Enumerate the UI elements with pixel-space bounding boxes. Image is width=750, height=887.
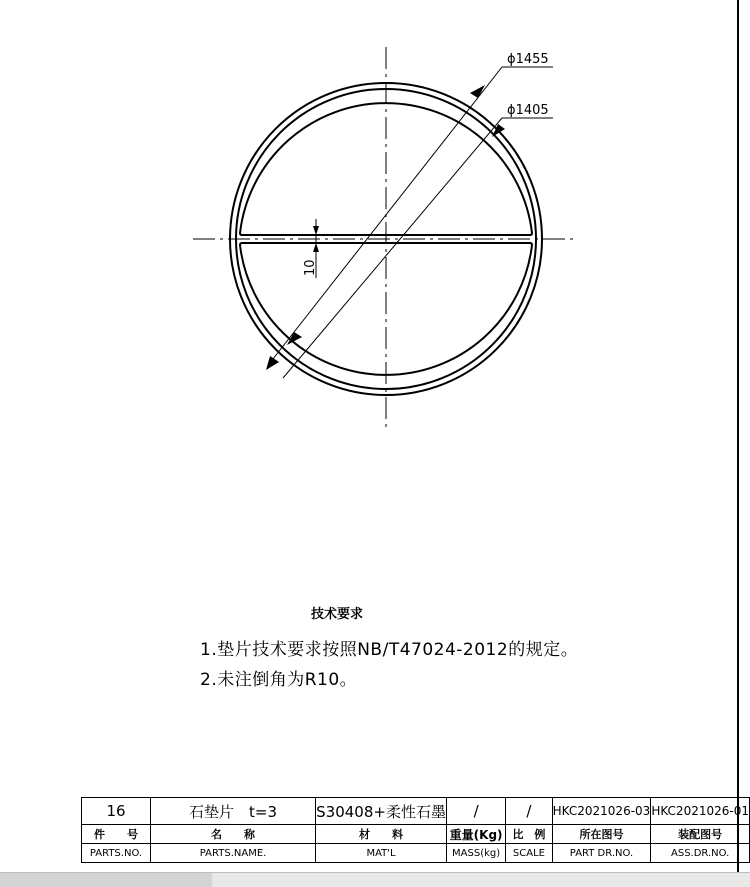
mass-value: / [446, 798, 505, 825]
technical-note-1: 1.垫片技术要求按照NB/T47024-2012的规定。 [200, 640, 579, 660]
part-name-header-cn: 名 称 [150, 825, 315, 844]
mass-header-en: MASS(kg) [446, 844, 505, 863]
inner-diameter-label: ϕ1405 [507, 103, 549, 118]
ass-dr-no-header-cn: 装配图号 [651, 825, 750, 844]
scale-header-en: SCALE [506, 844, 552, 863]
title-block [81, 797, 750, 863]
scale-header-cn: 比 例 [506, 825, 552, 844]
technical-requirements-title: 技术要求 [311, 607, 364, 622]
inner-diameter-arrow-lower [266, 356, 279, 370]
scrollbar-thumb[interactable] [0, 873, 212, 887]
part-no-header-en: PARTS.NO. [82, 844, 151, 863]
ass-dr-no-header-en: ASS.DR.NO. [651, 844, 750, 863]
part-no-value: 16 [82, 798, 151, 825]
part-dr-no-value: HKC2021026-03 [552, 798, 651, 825]
mass-header-cn: 重量(Kg) [446, 825, 505, 844]
horizontal-scrollbar[interactable] [0, 872, 750, 887]
gap-arrow-top [313, 226, 319, 235]
gap-dimension-label: 10 [303, 259, 318, 276]
scale-value: / [506, 798, 552, 825]
part-no-header-cn: 件 号 [82, 825, 151, 844]
drawing-frame-border [737, 0, 739, 872]
material-value: S30408+柔性石墨 [316, 798, 447, 825]
part-name-header-en: PARTS.NAME. [150, 844, 315, 863]
technical-note-2: 2.未注倒角为R10。 [200, 670, 358, 690]
outer-diameter-label: ϕ1455 [507, 52, 549, 67]
ass-dr-no-value: HKC2021026-01 [651, 798, 750, 825]
material-header-en: MAT'L [316, 844, 447, 863]
part-dr-no-header-cn: 所在图号 [552, 825, 651, 844]
part-dr-no-header-en: PART DR.NO. [552, 844, 651, 863]
part-name-value: 石垫片 t=3 [150, 798, 315, 825]
gap-arrow-bottom [313, 243, 319, 252]
material-header-cn: 材 料 [316, 825, 447, 844]
